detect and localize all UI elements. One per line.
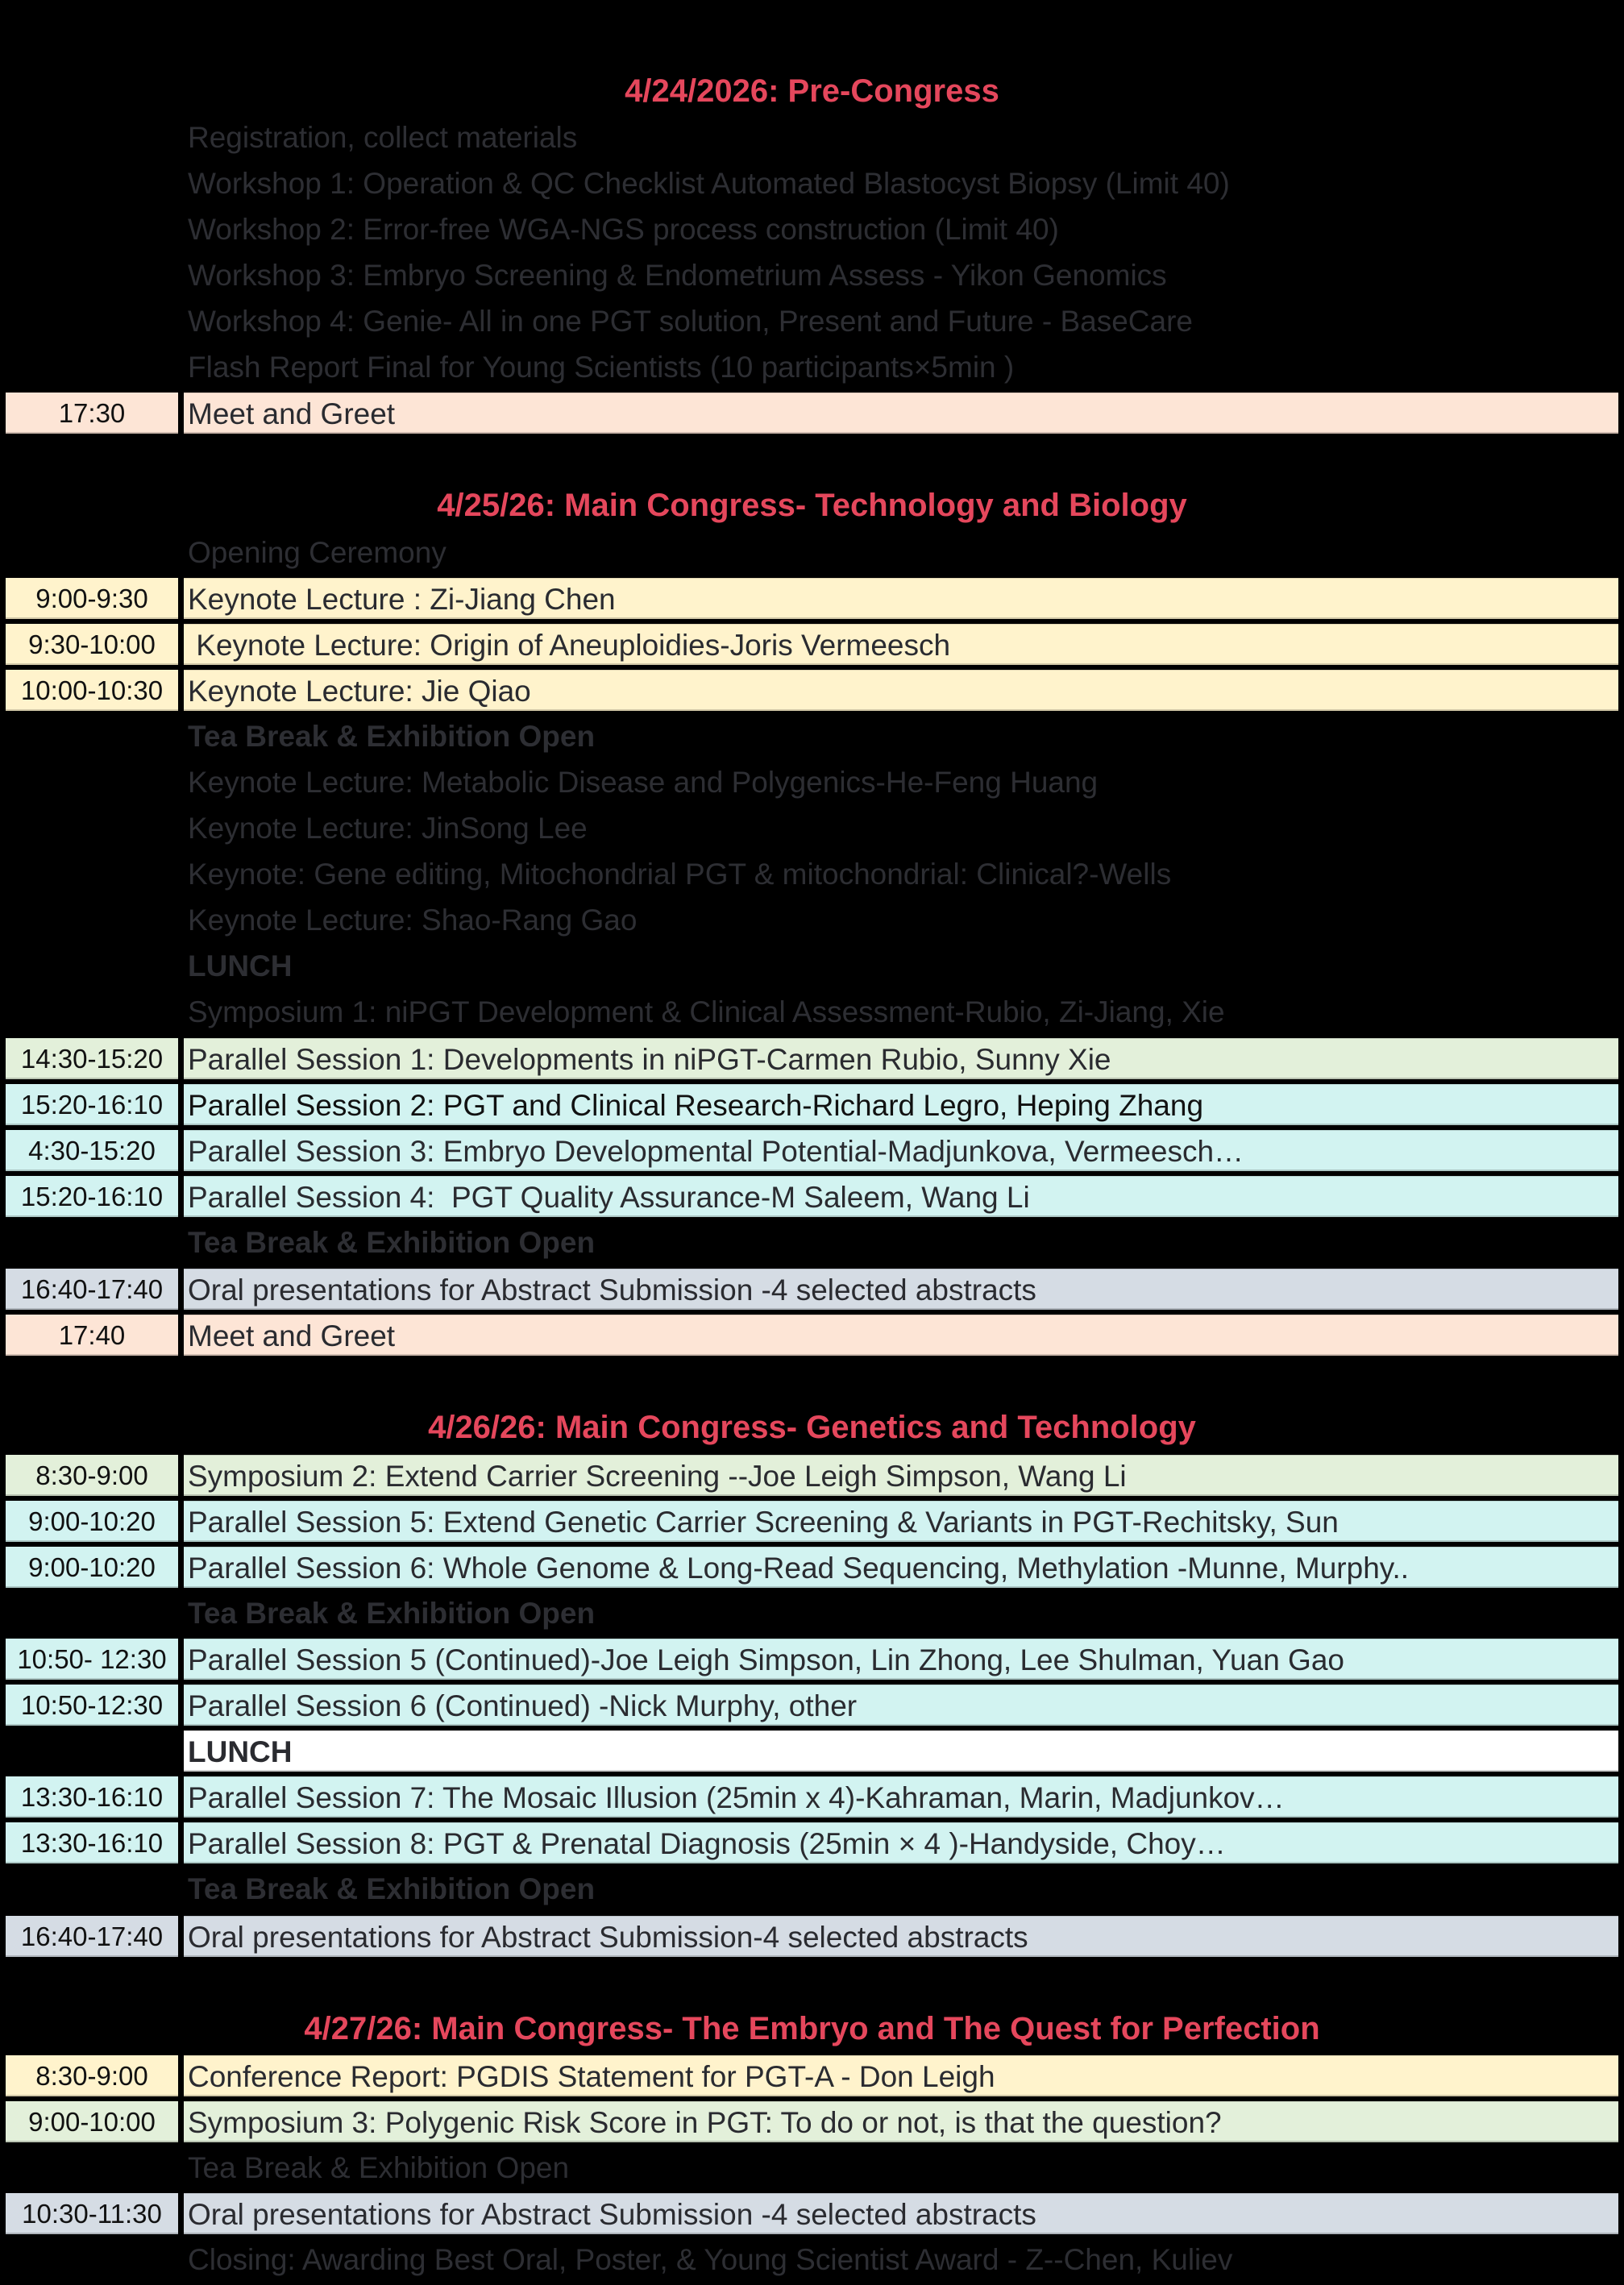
schedule-row xyxy=(0,1639,1624,1680)
session-label: Tea Break & Exhibition Open xyxy=(188,1872,596,1905)
session-time: 13:30-16:10 xyxy=(6,1776,178,1818)
session-label: Oral presentations for Abstract Submission -4 selected abstracts xyxy=(184,2193,1618,2234)
schedule-row-lunch xyxy=(0,1730,1624,1772)
schedule-row-break xyxy=(0,1593,1624,1634)
session-label: Symposium 3: Polygenic Risk Score in PGT: To do or not, is that the question? xyxy=(184,2101,1618,2142)
session-label: Keynote Lecture : Zi-Jiang Chen xyxy=(184,578,1618,619)
session-time: 8:30-9:00 xyxy=(6,2055,178,2096)
day-4-title: 4/27/26: Main Congress- The Embryo and The Quest for Perfection xyxy=(304,2011,1320,2046)
session-time: 16:40-17:40 xyxy=(6,1269,178,1310)
schedule-row xyxy=(0,2239,1624,2280)
schedule-row xyxy=(0,578,1624,619)
schedule-row xyxy=(0,163,1624,204)
day-3-title: 4/26/26: Main Congress- Genetics and Technology xyxy=(428,1410,1196,1445)
session-label: Oral presentations for Abstract Submission-4 selected abstracts xyxy=(184,1916,1618,1957)
session-label: Workshop 1: Operation & QC Checklist Automated Blastocyst Biopsy (Limit 40) xyxy=(188,167,1230,200)
session-label: Parallel Session 2: PGT and Clinical Research-Richard Legro, Heping Zhang xyxy=(184,1084,1618,1125)
session-time: 15:20-16:10 xyxy=(6,1084,178,1125)
schedule-row-break xyxy=(0,2147,1624,2188)
session-time: 13:30-16:10 xyxy=(6,1822,178,1863)
schedule-row xyxy=(0,1269,1624,1310)
session-label: Parallel Session 8: PGT & Prenatal Diagnosis (25min × 4 )-Handyside, Choy… xyxy=(184,1822,1618,1863)
schedule-row xyxy=(0,347,1624,388)
session-label: Keynote Lecture: JinSong Lee xyxy=(188,812,588,845)
session-label: Parallel Session 5: Extend Genetic Carrier Screening & Variants in PGT-Rechitsky, Sun xyxy=(184,1501,1618,1542)
session-time: 10:50-12:30 xyxy=(6,1685,178,1726)
session-time: 17:30 xyxy=(6,393,178,434)
schedule-row xyxy=(0,532,1624,573)
session-label: Parallel Session 6 (Continued) -Nick Murphy, other xyxy=(184,1685,1618,1726)
schedule-row xyxy=(0,2101,1624,2142)
session-time: 16:40-17:40 xyxy=(6,1916,178,1957)
schedule-row xyxy=(0,255,1624,296)
session-label: Tea Break & Exhibition Open xyxy=(188,720,596,753)
schedule-row xyxy=(0,854,1624,895)
day-1-title: 4/24/2026: Pre-Congress xyxy=(625,73,999,109)
session-label: Workshop 2: Error-free WGA-NGS process construction (Limit 40) xyxy=(188,213,1059,246)
session-label: Tea Break & Exhibition Open xyxy=(188,1226,596,1259)
session-label: Registration, collect materials xyxy=(188,121,578,154)
schedule-row xyxy=(0,209,1624,250)
session-time: 10:30-11:30 xyxy=(6,2193,178,2234)
schedule-row xyxy=(0,808,1624,849)
schedule-row xyxy=(0,670,1624,711)
session-time: 9:00-10:20 xyxy=(6,1501,178,1542)
session-label: Keynote Lecture: Origin of Aneuploidies-Joris Vermeesch xyxy=(184,624,1618,665)
session-time: 14:30-15:20 xyxy=(6,1038,178,1079)
schedule-row xyxy=(0,1685,1624,1726)
schedule-row xyxy=(0,1822,1624,1863)
schedule-row xyxy=(0,393,1624,434)
session-label: Opening Ceremony xyxy=(188,536,446,569)
session-time: 9:00-10:00 xyxy=(6,2101,178,2142)
session-label: Closing: Awarding Best Oral, Poster, & Young Scientist Award - Z--Chen, Kuliev xyxy=(188,2243,1233,2276)
schedule-row-break xyxy=(0,716,1624,757)
schedule-row-break xyxy=(0,1868,1624,1909)
schedule-row xyxy=(0,301,1624,342)
schedule-row xyxy=(0,1084,1624,1125)
session-label: Parallel Session 6: Whole Genome & Long-Read Sequencing, Methylation -Munne, Murphy.. xyxy=(184,1547,1618,1588)
schedule-row xyxy=(0,2193,1624,2234)
schedule-row xyxy=(0,899,1624,941)
schedule-row-lunch xyxy=(0,945,1624,987)
schedule-row xyxy=(0,1776,1624,1818)
session-label: Workshop 3: Embryo Screening & Endometrium Assess - Yikon Genomics xyxy=(188,259,1167,292)
session-label: Keynote Lecture: Jie Qiao xyxy=(184,670,1618,711)
session-time: 9:00-9:30 xyxy=(6,578,178,619)
schedule-row xyxy=(0,762,1624,803)
session-label: Parallel Session 3: Embryo Developmental Potential-Madjunkova, Vermeesch… xyxy=(184,1130,1618,1171)
session-label: Meet and Greet xyxy=(184,1315,1618,1356)
session-time: 9:30-10:00 xyxy=(6,624,178,665)
session-label: Symposium 1: niPGT Development & Clinical Assessment-Rubio, Zi-Jiang, Xie xyxy=(188,995,1225,1028)
schedule-row xyxy=(0,1315,1624,1356)
session-label: Parallel Session 5 (Continued)-Joe Leigh Simpson, Lin Zhong, Lee Shulman, Yuan Gao xyxy=(184,1639,1618,1680)
schedule-row xyxy=(0,2055,1624,2096)
session-label: Parallel Session 7: The Mosaic Illusion (25min x 4)-Kahraman, Marin, Madjunkov… xyxy=(184,1776,1618,1818)
session-label: Keynote: Gene editing, Mitochondrial PGT & mitochondrial: Clinical?-Wells xyxy=(188,858,1172,891)
schedule-row xyxy=(0,624,1624,665)
session-time: 17:40 xyxy=(6,1315,178,1356)
session-label: Parallel Session 1: Developments in niPGT-Carmen Rubio, Sunny Xie xyxy=(184,1038,1618,1079)
session-time: 10:00-10:30 xyxy=(6,670,178,711)
session-label: Tea Break & Exhibition Open xyxy=(188,1597,596,1630)
session-time: 9:00-10:20 xyxy=(6,1547,178,1588)
schedule-row xyxy=(0,1916,1624,1957)
day-2-title: 4/25/26: Main Congress- Technology and Biology xyxy=(437,488,1187,523)
session-label: LUNCH xyxy=(188,949,293,983)
schedule-row xyxy=(0,117,1624,158)
session-time: 4:30-15:20 xyxy=(6,1130,178,1171)
session-label: LUNCH xyxy=(184,1730,1618,1772)
schedule-row xyxy=(0,1176,1624,1217)
session-label: Symposium 2: Extend Carrier Screening --Joe Leigh Simpson, Wang Li xyxy=(184,1455,1618,1496)
schedule-row xyxy=(0,1038,1624,1079)
session-label: Tea Break & Exhibition Open xyxy=(188,2151,570,2184)
session-time: 8:30-9:00 xyxy=(6,1455,178,1496)
session-label: Keynote Lecture: Metabolic Disease and Polygenics-He-Feng Huang xyxy=(188,766,1099,799)
schedule-row xyxy=(0,1547,1624,1588)
session-label: Meet and Greet xyxy=(184,393,1618,434)
session-label: Conference Report: PGDIS Statement for PGT-A - Don Leigh xyxy=(184,2055,1618,2096)
session-label: Oral presentations for Abstract Submission -4 selected abstracts xyxy=(184,1269,1618,1310)
session-label: Flash Report Final for Young Scientists (10 participants×5min ) xyxy=(188,351,1015,384)
schedule-row-break xyxy=(0,1222,1624,1263)
session-label: Workshop 4: Genie- All in one PGT solution, Present and Future - BaseCare xyxy=(188,305,1193,338)
schedule-row xyxy=(0,1130,1624,1171)
session-label: Keynote Lecture: Shao-Rang Gao xyxy=(188,904,638,937)
session-label: Parallel Session 4: PGT Quality Assurance-M Saleem, Wang Li xyxy=(184,1176,1618,1217)
schedule-row xyxy=(0,991,1624,1032)
session-time: 15:20-16:10 xyxy=(6,1176,178,1217)
session-time: 10:50- 12:30 xyxy=(6,1639,178,1680)
schedule-row xyxy=(0,1455,1624,1496)
schedule-row xyxy=(0,1501,1624,1542)
